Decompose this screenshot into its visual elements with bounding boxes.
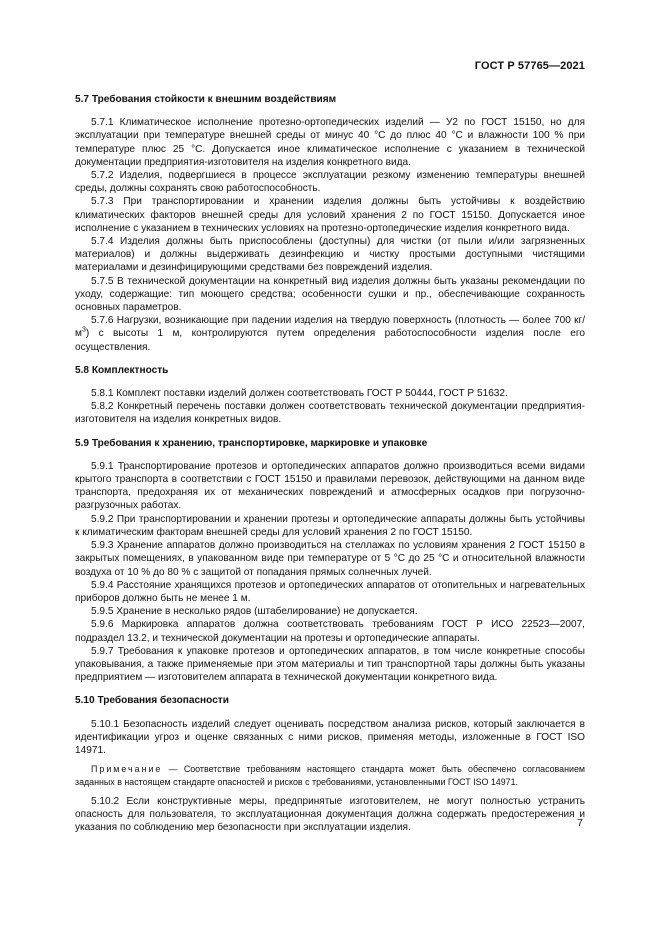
section-5-7	[75, 93, 585, 354]
note-label: Примечание	[91, 764, 163, 775]
paragraph: 5.9.5 Хранение в несколько рядов (штабелирование) не допускается.	[91, 606, 418, 618]
paragraph: 5.9.4 Расстояние хранящихся протезов и ортопедических аппаратов от отопительных и нагревательных приборов должно быть не менее 1 м.	[75, 579, 585, 604]
paragraph: 5.9.2 При транспортировании и хранении протезы и ортопедические аппараты должны быть устойчивы к климатическим факторам внешней среды для условий хранения 2 по ГОСТ 15150.	[75, 513, 585, 538]
section-heading: 5.10 Требования безопасности	[75, 695, 229, 707]
section-5-9	[75, 437, 585, 685]
document-body	[75, 93, 585, 834]
paragraph: 5.9.7 Требования к упаковке протезов и ортопедических аппаратов, в том числе конкретные способы упаковывания, а также применяемые при этом материалы и тип транспортной тары должны быть указаны предприятием — изготовителем аппарата в технической документации конкретного вида.	[75, 645, 585, 684]
paragraph-text: 5.7.6 Нагрузки, возникающие при падении изделия на твердую поверхность (плотность — более 700 кг/м	[75, 315, 585, 340]
paragraph: 5.7.2 Изделия, подвергшиеся в процессе эксплуатации резкому изменению температуры внешней среды, должны сохранять свою работоспособность.	[75, 170, 585, 195]
section-5-8	[75, 364, 585, 427]
superscript: 3	[81, 327, 86, 335]
paragraph: 5.7.3 При транспортировании и хранении изделия должны быть устойчивы к воздействию климатических факторов внешней среды для условий хранения 2 по ГОСТ 15150. Допускается иное исполнение с указанием в технических условиях на протезно-ортопедические изделия конкретного вида.	[75, 196, 585, 234]
paragraph: 5.7.5 В технической документации на конкретный вид изделия должны быть указаны рекомендации по уходу, содержащие: тип моющего средства; особенности сушки и пр., обеспечивающие сохранность основных параметров.	[75, 275, 585, 314]
paragraph: 5.8.1 Комплект поставки изделий должен соответствовать ГОСТ Р 50444, ГОСТ Р 51632.	[91, 388, 508, 400]
section-heading: 5.7 Требования стойкости к внешним воздействиям	[75, 94, 337, 105]
paragraph	[75, 314, 585, 354]
paragraph: 5.9.6 Маркировка аппаратов должна соответствовать требованиям ГОСТ Р ИСО 22523—2007, подраздел 13.2, и технической документации на протезы и ортопедические аппараты.	[75, 619, 585, 644]
paragraph: 5.9.1 Транспортирование протезов и ортопедических аппаратов должно производиться всеми видами крытого транспорта в соответствии с ГОСТ 15150 и правилами перевозок, действующими на данном виде транспорта, предохраняя их от механических повреждений и атмосферных осадков при погрузочно-разгрузочных работах.	[75, 460, 585, 512]
note-text: — Соответствие требованиям настоящего стандарта может быть обеспечено согласованием заданных в настоящем стандарте опасностей и рисков с требованиями, установленными ГОСТ ISO 14971.	[75, 764, 585, 787]
note	[75, 763, 585, 789]
paragraph: 5.10.1 Безопасность изделий следует оценивать посредством анализа рисков, который заключается в идентификации угроз и оценке связанных с ними рисков, применяя методы, изложенные в ГОСТ ISO 14971.	[75, 718, 585, 756]
paragraph: 5.7.1 Климатическое исполнение протезно-ортопедических изделий — У2 по ГОСТ 15150, но для эксплуатации при температуре внешней среды от минус 40 °С до плюс 40 °С и влажности 100 % при температуре плюс 25 °С. Допускается иное климатическое исполнение с указанием в технической документации предприятия-изготовителя на изделия конкретного вида.	[75, 117, 585, 168]
paragraph: 5.7.4 Изделия должны быть приспособлены (доступны) для чистки (от пыли и/или загрязненных материалов) и должны выдерживать дезинфекцию и чистку простыми доступными чистящими материалами и дезинфицирующими средствами без повреждений изделия.	[75, 236, 585, 274]
paragraph: 5.8.2 Конкретный перечень поставки должен соответствовать технической документации предприятия-изготовителя на изделия конкретных видов.	[75, 401, 585, 426]
section-heading: 5.8 Комплектность	[75, 364, 169, 376]
page-number: 7	[577, 817, 583, 829]
paragraph: 5.10.2 Если конструктивные меры, предпринятые изготовителем, не могут полностью устранить опасность для пользователя, то эксплуатационная документация должна содержать предостережения и указания по соблюдению мер безопасности при эксплуатации изделия.	[75, 795, 585, 834]
section-5-10	[75, 694, 585, 834]
document-id: ГОСТ Р 57765—2021	[474, 60, 585, 72]
section-heading: 5.9 Требования к хранению, транспортировке, маркировке и упаковке	[75, 437, 428, 449]
paragraph: 5.9.3 Хранение аппаратов должно производиться на стеллажах по условиям хранения 2 ГОСТ 15150 в закрытых помещениях, в упакованном виде при температуре от 5 °С до 25 °С и относительной влажности воздуха от 10 % до 80 % с защитой от попадания прямых солнечных лучей.	[75, 540, 585, 578]
paragraph-text: ) с высоты 1 м, контролируются путем определения работоспособности изделия после его осуществления.	[75, 328, 585, 353]
